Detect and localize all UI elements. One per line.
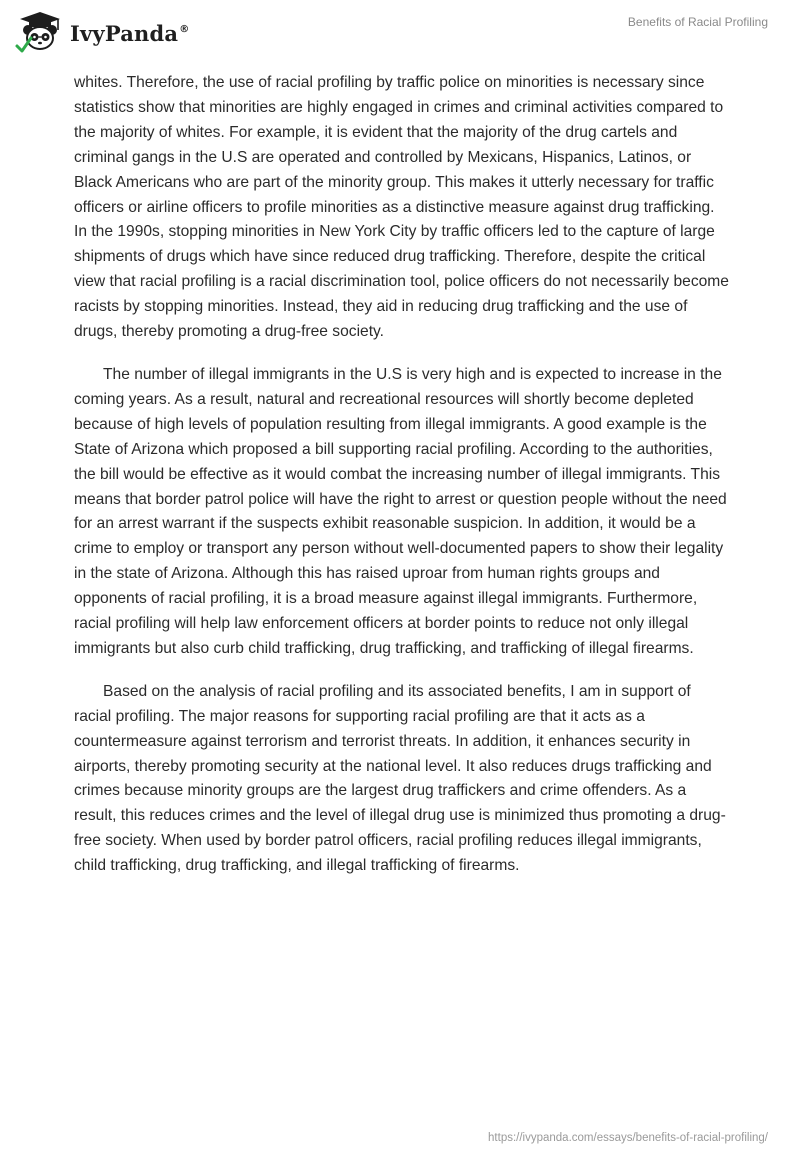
paragraph-conclusion: Based on the analysis of racial profiling and its associated benefits, I am in support of racial profiling. The major reasons for supporting racial profiling are that it acts as a countermeasure against terrorism and terrorist threats. In addition, it enhances security in airports, thereby promoting security at the national level. It also reduces drugs trafficking and crimes because minority groups are the largest drug traffickers and crime offenders. As a result, this reduces crimes and the level of illegal drug use is minimized thus promoting a drug-free society. When used by border patrol officers, racial profiling reduces illegal immigrants, child trafficking, drug trafficking, and illegal trafficking of firearms. [74,682,726,875]
ivypanda-logo[interactable] [14,10,189,54]
panda-graduate-icon [14,10,62,54]
page-header [0,0,800,70]
brand-name: IvyPanda® [70,20,190,46]
essay-body [74,71,730,897]
document-title: Benefits of Racial Profiling [627,15,768,29]
paragraph-continued: whites. Therefore, the use of racial profiling by traffic police on minorities is necessary since statistics show that minorities are highly engaged in crimes and criminal activities compared to the majority of whites. For example, it is evident that the majority of the drug cartels and criminal gangs in the U.S are operated and controlled by Mexicans, Hispanics, Latinos, or Black Americans who are part of the minority group. This makes it utterly necessary for traffic officers or airline officers to profile minorities as a distinctive measure against drug trafficking. In the 1990s, stopping minorities in New York City by traffic officers led to the capture of large shipments of drugs which have since reduced drug trafficking. Therefore, despite the critical view that racial profiling is a racial discrimination tool, police officers do not necessarily become racists by stopping minorities. Instead, they aid in reducing drug trafficking and the use of drugs, thereby promoting a drug-free society. [74,74,729,341]
registered-mark: ® [179,23,190,35]
source-url[interactable]: https://ivypanda.com/essays/benefits-of-racial-profiling/ [488,1132,768,1144]
paragraph-illegal-immigrants: The number of illegal immigrants in the U.S is very high and is expected to increase in the coming years. As a result, natural and recreational resources will shortly become depleted because of high levels of population resulting from illegal immigrants. A good example is the State of Arizona which proposed a bill supporting racial profiling. According to the authorities, the bill would be effective as it would combat the increasing number of illegal immigrants. This means that border patrol police will have the right to arrest or question people without the need for an arrest warrant if the suspects exhibit reasonable suspicion. In addition, it would be a crime to employ or transport any person without well-documented papers to show their legality in the state of Arizona. Although this has raised uproar from human rights groups and opponents of racial profiling, it is a broad measure against illegal immigrants. Furthermore, racial profiling will help law enforcement officers at border points to reduce not only illegal immigrants but also curb child trafficking, drug trafficking, and trafficking of illegal firearms. [74,365,727,657]
